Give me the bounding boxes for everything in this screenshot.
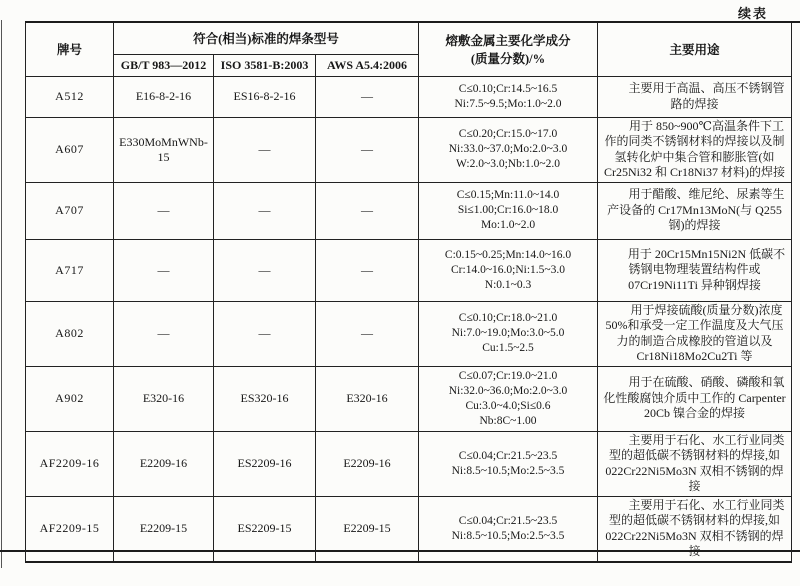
iso-model-cell: ES320-16 (214, 366, 316, 431)
table-row (26, 366, 792, 431)
usage-cell (598, 431, 792, 496)
usage-text: 用于醋酸、维尼纶、尿素等生产设备的 Cr17Mn13MoN(与 Q255 钢)的焊接 (607, 187, 785, 233)
usage-cell (598, 301, 792, 366)
gbt-model-cell: E330MoMnWNb-15 (114, 117, 214, 182)
usage-text: 用于 850~900℃高温条件下工作的同类不锈钢材料的焊接以及制氢转化炉中集合管和膨胀管(如 Cr25Ni32 和 Cr18Ni37 材料)的焊接 (604, 118, 786, 179)
brand-cell: A802 (26, 301, 114, 366)
usage-text: 用于 20Cr15Mn15Ni2N 低碳不锈钢电物理装置结构件或 07Cr19Ni11Ti 异种钢焊接 (627, 246, 786, 292)
gbt-model-cell: — (114, 301, 214, 366)
usage-text: 主要用于高温、高压不锈钢管路的焊接 (628, 81, 785, 111)
brand-cell: A607 (26, 117, 114, 182)
header-composition (419, 22, 598, 76)
brand-cell: A717 (26, 239, 114, 301)
gbt-model-cell: — (114, 239, 214, 301)
table-row (26, 76, 792, 117)
composition-line: Cu:3.0~4.0;Si≤0.6 (465, 399, 551, 412)
usage-cell (598, 182, 792, 239)
iso-model-cell: — (214, 117, 316, 182)
aws-model-cell: E2209-16 (316, 431, 419, 496)
brand-cell: AF2209-15 (26, 496, 114, 562)
composition-line: C≤0.10;Cr:18.0~21.0 (458, 312, 558, 324)
gbt-model-cell: E16-8-2-16 (114, 76, 214, 117)
composition-cell (419, 182, 598, 239)
composition-cell (419, 239, 598, 301)
composition-cell (419, 76, 598, 117)
usage-text: 用于焊接硫酸(质量分数)浓度 50%和承受一定工作温度及大气压力的制造合成橡胶的管道以及 Cr18Ni18Mo2Cu2Ti 等 (605, 302, 784, 363)
table-row (26, 496, 792, 562)
composition-line: Ni:32.0~36.0;Mo:2.0~3.0 (448, 384, 568, 397)
usage-cell (598, 76, 792, 117)
electrode-spec-table (25, 21, 792, 563)
composition-line: Cr:14.0~16.0;Ni:1.5~3.0 (451, 263, 566, 276)
iso-model-cell: — (214, 301, 316, 366)
usage-cell (598, 366, 792, 431)
usage-text: 主要用于石化、水工行业同类型的超低碳不锈钢材料的焊接,如 022Cr22Ni5Mo3N 双相不锈钢的焊接 (605, 432, 785, 493)
composition-line: W:2.0~3.0;Nb:1.0~2.0 (456, 158, 561, 170)
header-standards-group: 符合(相当)标准的焊条型号 (114, 22, 419, 54)
usage-text: 主要用于石化、水工行业同类型的超低碳不锈钢材料的焊接,如 022Cr22Ni5Mo3N 双相不锈钢的焊接 (605, 497, 785, 558)
composition-line: Mo:1.0~2.0 (480, 219, 536, 231)
composition-line: C:0.15~0.25;Mn:14.0~16.0 (444, 248, 572, 261)
composition-cell (419, 366, 598, 431)
header-standard-gbt: GB/T 983—2012 (114, 54, 214, 76)
composition-line: Si≤1.00;Cr:16.0~18.0 (457, 204, 559, 216)
usage-cell (598, 239, 792, 301)
table-row (26, 301, 792, 366)
page-edge-line (1, 20, 2, 568)
header-composition-line1: 熔敷金属主要化学成分 (445, 34, 571, 49)
composition-cell (419, 431, 598, 496)
composition-line: C≤0.04;Cr:21.5~23.5 (458, 449, 558, 462)
iso-model-cell: — (214, 239, 316, 301)
composition-line: C≤0.15;Mn:11.0~14.0 (456, 189, 560, 201)
brand-cell: A902 (26, 366, 114, 431)
aws-model-cell: — (316, 239, 419, 301)
continued-table-label: 续表 (737, 6, 768, 21)
header-standard-iso: ISO 3581-B:2003 (214, 54, 316, 76)
composition-cell (419, 117, 598, 182)
table-row (26, 117, 792, 182)
gbt-model-cell: E320-16 (114, 366, 214, 431)
aws-model-cell: — (316, 76, 419, 117)
usage-cell (598, 117, 792, 182)
composition-line: C≤0.20;Cr:15.0~17.0 (458, 128, 558, 140)
composition-line: Ni:7.5~9.5;Mo:1.0~2.0 (454, 97, 562, 110)
brand-cell: A707 (26, 182, 114, 239)
usage-cell (598, 496, 792, 562)
composition-line: N:0.1~0.3 (484, 278, 532, 291)
header-standard-aws: AWS A5.4:2006 (316, 54, 419, 76)
composition-line: C≤0.10;Cr:14.5~16.5 (458, 82, 558, 95)
composition-line: C≤0.04;Cr:21.5~23.5 (458, 514, 558, 527)
aws-model-cell: — (316, 182, 419, 239)
brand-cell: A512 (26, 76, 114, 117)
table-row (26, 431, 792, 496)
composition-line: C≤0.07;Cr:19.0~21.0 (458, 369, 558, 382)
brand-cell: AF2209-16 (26, 431, 114, 496)
composition-line: Ni:8.5~10.5;Mo:2.5~3.5 (451, 464, 565, 477)
composition-cell (419, 301, 598, 366)
gbt-model-cell: E2209-15 (114, 496, 214, 562)
usage-text: 用于在硫酸、硝酸、磷酸和氧化性酸腐蚀介质中工作的 Carpenter 20Cb 镍合金的焊接 (603, 375, 786, 421)
aws-model-cell: — (316, 117, 419, 182)
composition-line: Nb:8C~1.00 (479, 414, 537, 427)
composition-line: Ni:7.0~19.0;Mo:3.0~5.0 (451, 327, 565, 339)
iso-model-cell: — (214, 182, 316, 239)
table-row (26, 239, 792, 301)
table-row (26, 182, 792, 239)
header-usage: 主要用途 (598, 22, 792, 76)
header-row-1 (26, 22, 792, 54)
header-composition-line2: (质量分数)/% (470, 52, 546, 67)
composition-cell (419, 496, 598, 562)
iso-model-cell: ES2209-15 (214, 496, 316, 562)
composition-line: Cu:1.5~2.5 (482, 342, 534, 354)
aws-model-cell: — (316, 301, 419, 366)
gbt-model-cell: E2209-16 (114, 431, 214, 496)
iso-model-cell: ES2209-16 (214, 431, 316, 496)
iso-model-cell: ES16-8-2-16 (214, 76, 316, 117)
header-brand: 牌号 (26, 22, 114, 76)
aws-model-cell: E2209-15 (316, 496, 419, 562)
composition-line: Ni:33.0~37.0;Mo:2.0~3.0 (448, 143, 568, 155)
composition-line: Ni:8.5~10.5;Mo:2.5~3.5 (451, 529, 565, 542)
aws-model-cell: E320-16 (316, 366, 419, 431)
gbt-model-cell: — (114, 182, 214, 239)
